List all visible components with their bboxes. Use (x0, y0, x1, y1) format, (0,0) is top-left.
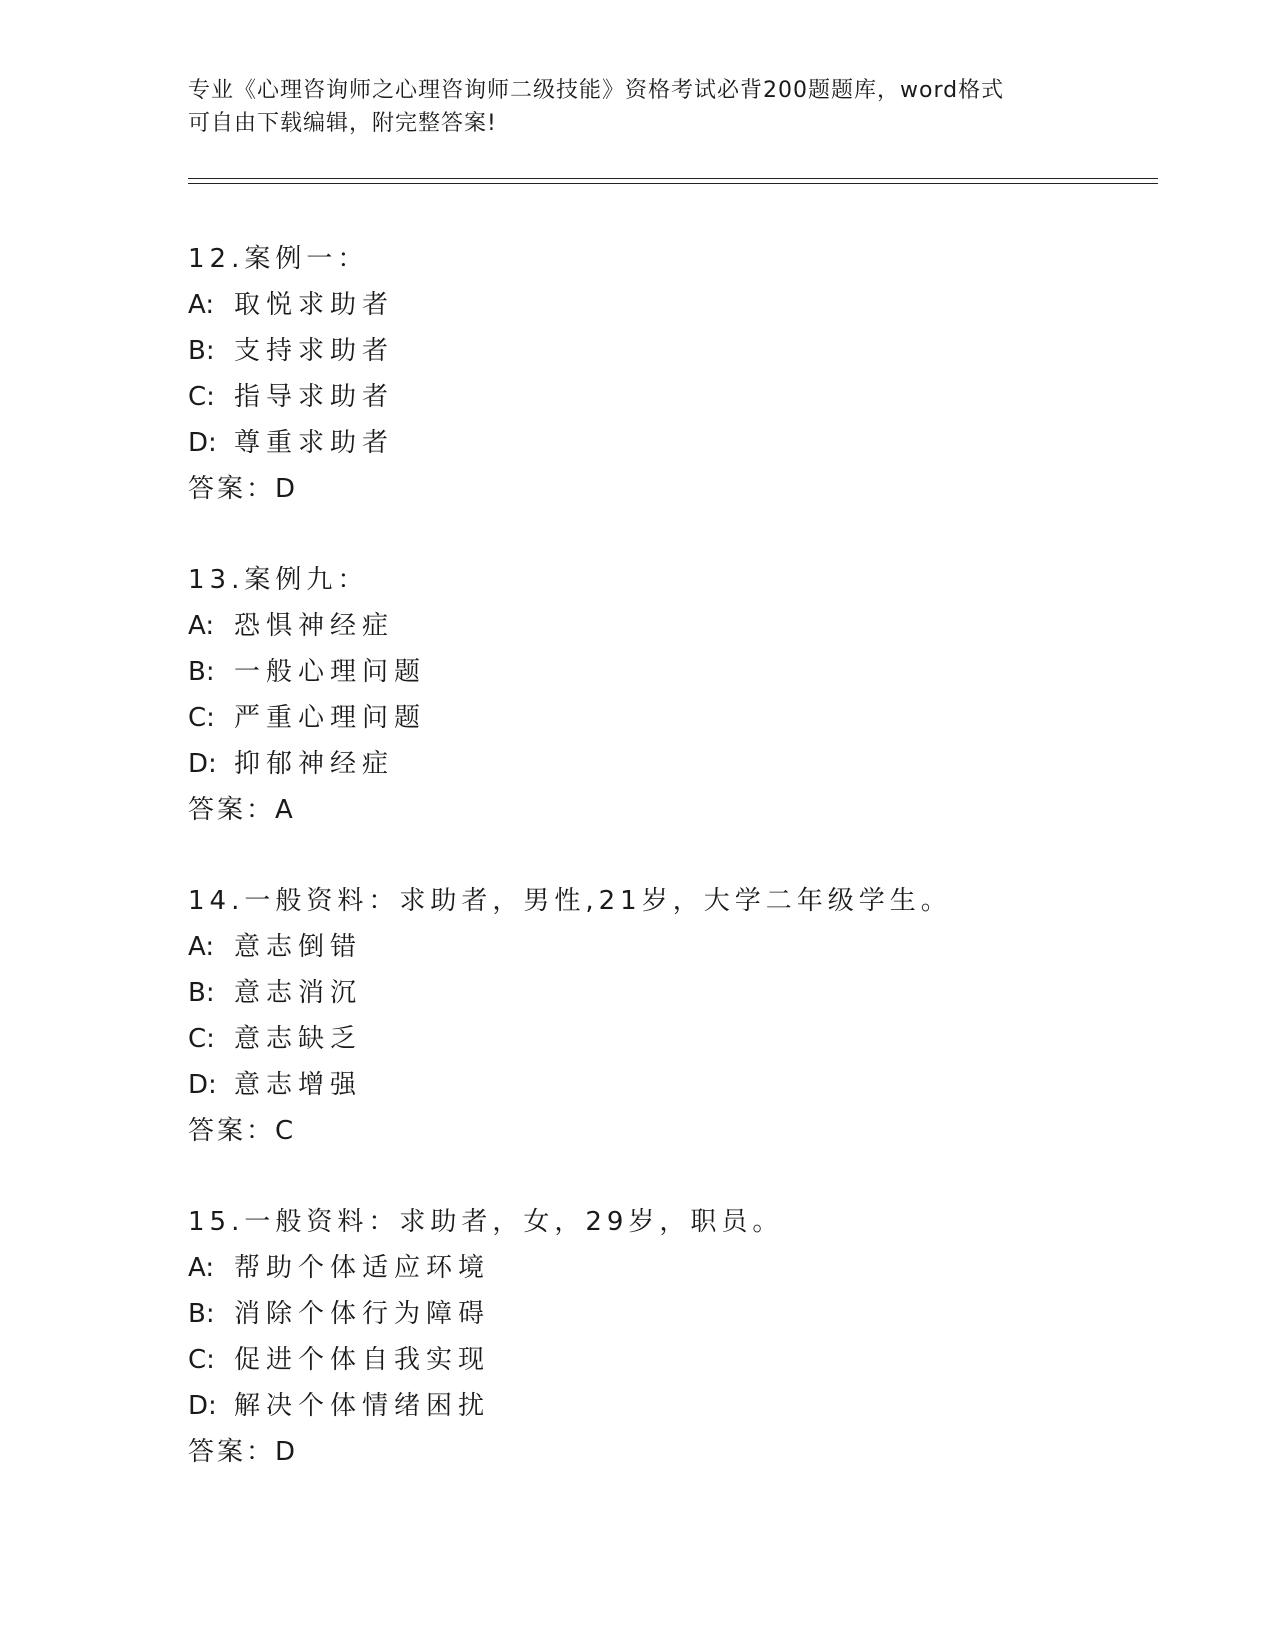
option-d (188, 1383, 1188, 1429)
answer-line: 答案：A (188, 795, 296, 825)
question-title: 14.一般资料：求助者，男性,21岁，大学二年级学生。 (188, 886, 952, 916)
option-letter: D: (188, 1070, 217, 1100)
question-title: 12.案例一： (188, 244, 369, 274)
option-c (188, 374, 1188, 420)
option-text: 一般心理问题 (234, 657, 427, 687)
option-b (188, 970, 1188, 1016)
option-text: 促进个体自我实现 (234, 1345, 491, 1375)
option-text: 尊重求助者 (234, 428, 395, 458)
option-letter: B: (188, 978, 215, 1008)
header-line-1: 专业《心理咨询师之心理咨询师二级技能》资格考试必背200题题库，word格式 (188, 78, 1005, 103)
option-a (188, 603, 1188, 649)
question-title: 15.一般资料：求助者，女，29岁，职员。 (188, 1207, 784, 1237)
option-a (188, 1245, 1188, 1291)
option-letter: C: (188, 703, 215, 733)
option-letter: C: (188, 1345, 215, 1375)
option-text: 支持求助者 (234, 336, 395, 366)
question-title: 13.案例九： (188, 565, 369, 595)
option-text: 严重心理问题 (234, 703, 427, 733)
option-text: 抑郁神经症 (234, 749, 395, 779)
option-text: 意志消沉 (234, 978, 363, 1008)
option-text: 指导求助者 (234, 382, 395, 412)
option-text: 解决个体情绪困扰 (234, 1391, 491, 1421)
option-a (188, 924, 1188, 970)
answer-line: 答案：C (188, 1116, 297, 1146)
document-header (188, 74, 1088, 140)
header-divider-bottom (188, 183, 1158, 184)
option-text: 消除个体行为障碍 (234, 1299, 491, 1329)
option-c (188, 1337, 1188, 1383)
option-letter: A: (188, 290, 215, 320)
option-text: 恐惧神经症 (234, 611, 395, 641)
option-b (188, 649, 1188, 695)
answer-line: 答案：D (188, 1437, 299, 1467)
option-d (188, 741, 1188, 787)
question-block (188, 1199, 1188, 1475)
question-block (188, 878, 1188, 1154)
option-letter: B: (188, 1299, 215, 1329)
option-letter: A: (188, 932, 215, 962)
header-line-2: 可自由下载编辑，附完整答案! (188, 111, 497, 136)
option-letter: D: (188, 1391, 217, 1421)
option-c (188, 1016, 1188, 1062)
question-block (188, 236, 1188, 512)
option-letter: D: (188, 428, 217, 458)
option-letter: B: (188, 657, 215, 687)
option-b (188, 328, 1188, 374)
option-text: 意志增强 (234, 1070, 363, 1100)
option-letter: D: (188, 749, 217, 779)
option-text: 帮助个体适应环境 (234, 1253, 491, 1283)
option-letter: A: (188, 611, 215, 641)
option-a (188, 282, 1188, 328)
question-block (188, 557, 1188, 833)
header-divider-top (188, 178, 1158, 179)
option-text: 意志缺乏 (234, 1024, 363, 1054)
answer-line: 答案：D (188, 474, 299, 504)
option-b (188, 1291, 1188, 1337)
option-c (188, 695, 1188, 741)
option-letter: C: (188, 382, 215, 412)
option-d (188, 1062, 1188, 1108)
option-letter: C: (188, 1024, 215, 1054)
option-letter: B: (188, 336, 215, 366)
option-letter: A: (188, 1253, 215, 1283)
option-d (188, 420, 1188, 466)
option-text: 意志倒错 (234, 932, 363, 962)
option-text: 取悦求助者 (234, 290, 395, 320)
